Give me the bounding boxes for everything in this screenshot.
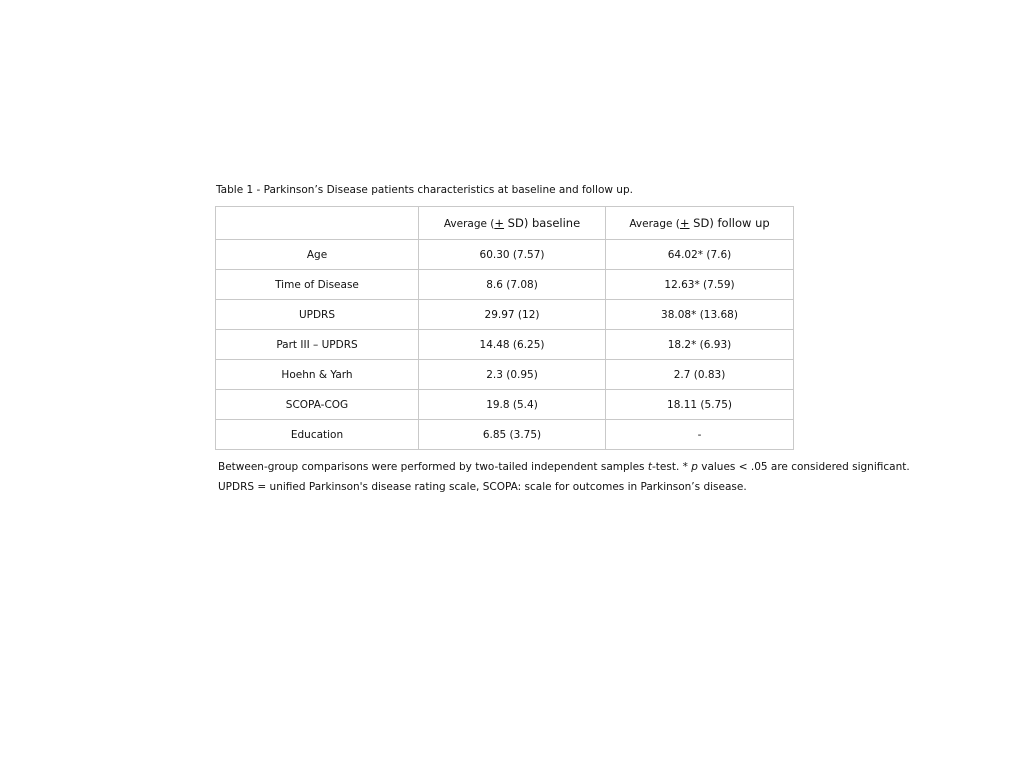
- row-label: Hoehn & Yarh: [216, 360, 419, 390]
- table-row: [216, 390, 794, 420]
- row-label: SCOPA-COG: [216, 390, 419, 420]
- row-label: Time of Disease: [216, 270, 419, 300]
- baseline-value: 8.6 (7.08): [419, 270, 606, 300]
- baseline-value: 60.30 (7.57): [419, 240, 606, 270]
- plus-minus-symbol: +: [494, 215, 505, 230]
- header-baseline: [419, 207, 606, 240]
- followup-value: 12.63* (7.59): [606, 270, 794, 300]
- header-followup-label: follow up: [713, 215, 770, 230]
- footnote-text: values < .05 are considered significant.: [697, 461, 910, 473]
- table-row: [216, 330, 794, 360]
- table-row: [216, 270, 794, 300]
- footnote-p-symbol: p: [691, 461, 698, 473]
- followup-value: 2.7 (0.83): [606, 360, 794, 390]
- characteristics-table: [215, 206, 794, 450]
- header-followup-sd: SD): [689, 215, 714, 230]
- header-followup-prefix: Average (: [629, 217, 680, 230]
- baseline-value: 6.85 (3.75): [419, 420, 606, 450]
- row-label: Age: [216, 240, 419, 270]
- table-header-row: [216, 207, 794, 240]
- row-label: Part III – UPDRS: [216, 330, 419, 360]
- header-baseline-sd: SD): [504, 215, 529, 230]
- baseline-value: 14.48 (6.25): [419, 330, 606, 360]
- table-row: [216, 240, 794, 270]
- followup-value: 38.08* (13.68): [606, 300, 794, 330]
- plus-minus-symbol: +: [679, 215, 690, 230]
- baseline-value: 2.3 (0.95): [419, 360, 606, 390]
- followup-value: -: [606, 420, 794, 450]
- followup-value: 18.2* (6.93): [606, 330, 794, 360]
- header-baseline-label: baseline: [528, 215, 581, 230]
- row-label: UPDRS: [216, 300, 419, 330]
- followup-value: 64.02* (7.6): [606, 240, 794, 270]
- footnote-abbreviations: UPDRS = unified Parkinson's disease rating scale, SCOPA: scale for outcomes in Parkinson’s disease.: [218, 481, 747, 493]
- footnote-text: -test. *: [652, 461, 692, 473]
- footnote-text: Between-group comparisons were performed by two-tailed independent samples: [218, 461, 648, 473]
- table-row: [216, 420, 794, 450]
- followup-value: 18.11 (5.75): [606, 390, 794, 420]
- header-empty-cell: [216, 207, 419, 240]
- table-caption: Table 1 - Parkinson’s Disease patients characteristics at baseline and follow up.: [216, 184, 633, 196]
- table-row: [216, 300, 794, 330]
- table-row: [216, 360, 794, 390]
- baseline-value: 19.8 (5.4): [419, 390, 606, 420]
- header-followup: [606, 207, 794, 240]
- row-label: Education: [216, 420, 419, 450]
- footnote-t-symbol: t: [647, 461, 652, 473]
- header-baseline-prefix: Average (: [443, 217, 495, 230]
- baseline-value: 29.97 (12): [419, 300, 606, 330]
- footnote-significance: [218, 460, 910, 474]
